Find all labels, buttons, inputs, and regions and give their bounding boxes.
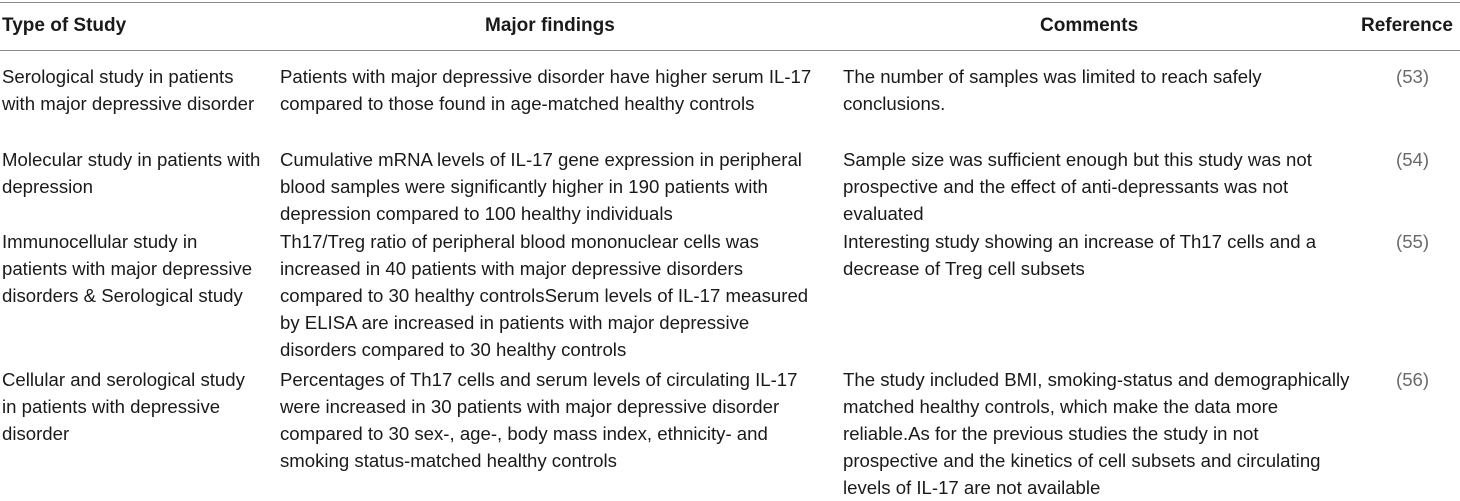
cell-reference[interactable]: (53): [1396, 66, 1430, 87]
cell-type-of-study: Serological study in patients with major depressive disorder: [2, 66, 255, 114]
header-comments: Comments: [1040, 15, 1139, 36]
cell-type-of-study: Immunocellular study in patients with major depressive disorders & Serological study: [2, 231, 253, 306]
cell-major-findings: Cumulative mRNA levels of IL-17 gene expression in peripheral blood samples were significantly higher in 190 patients with depression compared to 100 healthy individuals: [280, 149, 802, 224]
header-rule: [0, 50, 1460, 51]
cell-comments: Sample size was sufficient enough but this study was not prospective and the effect of anti-depressants was not evaluated: [843, 149, 1312, 224]
header-type-of-study: Type of Study: [2, 15, 127, 36]
table-top-rule: [0, 2, 1460, 3]
cell-reference[interactable]: (54): [1396, 149, 1430, 170]
cell-major-findings: Percentages of Th17 cells and serum levels of circulating IL-17 were increased in 30 patients with major depressive disorder compared to 30 sex-, age-, body mass index, ethnicity- and smoking status-matched healthy controls: [280, 369, 798, 471]
cell-comments: The number of samples was limited to reach safely conclusions.: [843, 66, 1262, 114]
cell-major-findings: Th17/Treg ratio of peripheral blood mononuclear cells was increased in 40 patients with major depressive disorders compared to 30 healthy controlsSerum levels of IL-17 measured by ELISA are increased in patients with major depressive disorders compared to 30 healthy controls: [280, 231, 809, 360]
cell-comments: Interesting study showing an increase of Th17 cells and a decrease of Treg cell subsets: [843, 231, 1317, 279]
header-major-findings: Major findings: [485, 15, 615, 36]
header-reference: Reference: [1361, 15, 1453, 36]
cell-major-findings: Patients with major depressive disorder have higher serum IL-17 compared to those found in age-matched healthy controls: [280, 66, 812, 114]
cell-comments: The study included BMI, smoking-status and demographically matched healthy controls, which make the data more reliable.As for the previous studies the study in not prospective and the kinetics of cell subsets and circulating levels of IL-17 are not available: [843, 369, 1350, 498]
cell-type-of-study: Cellular and serological study in patients with depressive disorder: [2, 369, 245, 444]
cell-reference[interactable]: (56): [1396, 369, 1430, 390]
cell-type-of-study: Molecular study in patients with depression: [2, 149, 261, 197]
cell-reference[interactable]: (55): [1396, 231, 1430, 252]
